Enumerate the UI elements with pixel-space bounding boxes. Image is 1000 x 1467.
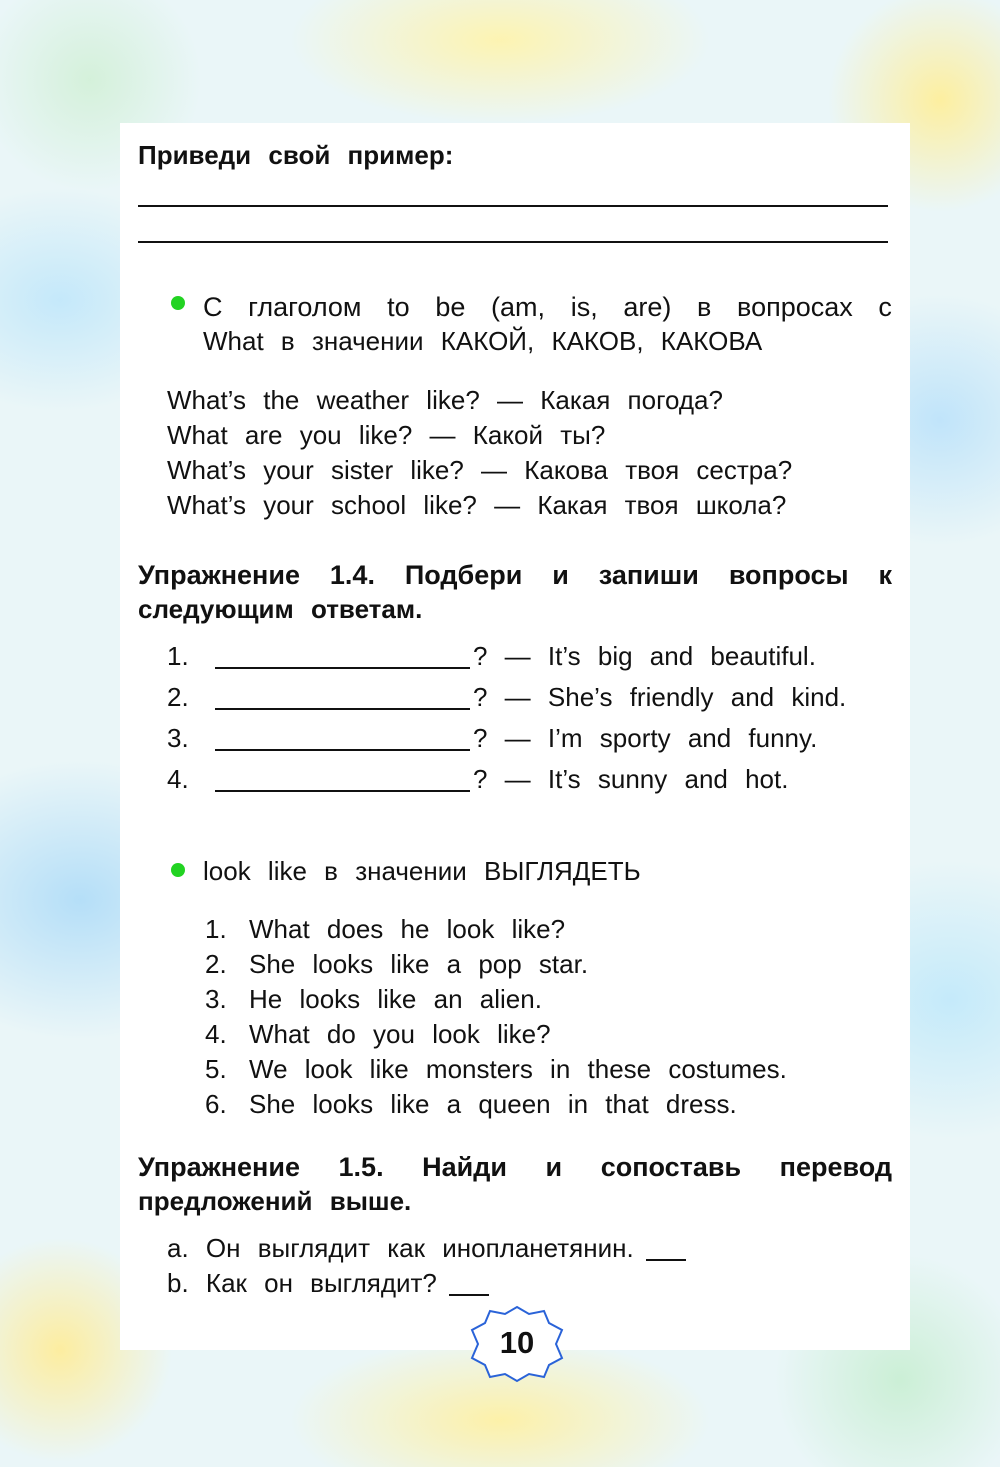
list-item: What do you look like? — [249, 1019, 551, 1049]
title-word: и — [552, 560, 569, 590]
exercise-1-5-title-line2: предложений выше. — [138, 1186, 412, 1216]
page-number: 10 — [499, 1325, 535, 1360]
exercise-1-5-title — [138, 1152, 892, 1183]
match-item — [167, 1233, 686, 1264]
answer-line-1[interactable] — [138, 205, 888, 207]
item-number: 4. — [167, 764, 189, 794]
rule1-line1 — [203, 292, 892, 323]
answer-text: ? — It’s big and beautiful. — [473, 641, 816, 671]
list-number: 1. — [205, 914, 227, 944]
example-prompt: Приведи свой пример: — [138, 140, 454, 170]
title-word: Подбери — [404, 560, 523, 590]
example-sentence: What’s your sister like? — Какова твоя сестра? — [167, 455, 793, 485]
list-item: She looks like a pop star. — [249, 949, 589, 979]
exercise-1-4-title — [138, 560, 892, 591]
rule1-word: are) — [623, 292, 672, 322]
answer-text: ? — She’s friendly and kind. — [473, 682, 847, 712]
title-word: и — [545, 1152, 563, 1182]
item-number: 2. — [167, 682, 189, 712]
match-answer-blank[interactable] — [449, 1270, 489, 1296]
rule1-word: С — [203, 292, 223, 322]
title-word: к — [878, 560, 892, 590]
question-blank[interactable] — [215, 682, 470, 711]
answer-line-2[interactable] — [138, 241, 888, 243]
list-item: She looks like a queen in that dress. — [249, 1089, 737, 1119]
list-number: 6. — [205, 1089, 227, 1119]
list-item: He looks like an alien. — [249, 984, 542, 1014]
title-word: запиши — [598, 560, 699, 590]
title-word: сопоставь — [600, 1152, 742, 1182]
list-number: 3. — [205, 984, 227, 1014]
title-word: 1.5. — [338, 1152, 384, 1182]
rule1-word: глаголом — [248, 292, 362, 322]
title-word: 1.4. — [329, 560, 375, 590]
list-number: 2. — [205, 949, 227, 979]
rule2-text: look like в значении ВЫГЛЯДЕТЬ — [203, 856, 641, 886]
rule1-word: is, — [570, 292, 598, 322]
list-number: 5. — [205, 1054, 227, 1084]
rule1-word: в — [697, 292, 712, 322]
answer-text: ? — It’s sunny and hot. — [473, 764, 789, 794]
rule1-word: вопросах — [737, 292, 853, 322]
exercise-1-4-title-line2: следующим ответам. — [138, 594, 423, 624]
page-number-badge — [469, 1305, 565, 1383]
example-sentence: What are you like? — Какой ты? — [167, 420, 606, 450]
question-blank[interactable] — [215, 723, 470, 752]
title-word: перевод — [779, 1152, 892, 1182]
match-text: Как он выглядит? — [205, 1268, 437, 1298]
question-blank[interactable] — [215, 764, 470, 793]
rule1-word: (am, — [491, 292, 546, 322]
example-sentence: What’s the weather like? — Какая погода? — [167, 385, 723, 415]
list-item: We look like monsters in these costumes. — [249, 1054, 787, 1084]
item-number: 3. — [167, 723, 189, 753]
item-number: 1. — [167, 641, 189, 671]
rule1-word: be — [435, 292, 466, 322]
list-number: 4. — [205, 1019, 227, 1049]
question-blank[interactable] — [215, 641, 470, 670]
match-label: b. — [167, 1268, 189, 1298]
title-word: Упражнение — [138, 1152, 300, 1182]
title-word: Найди — [422, 1152, 507, 1182]
rule1-word: с — [878, 292, 892, 322]
rule1-word: to — [387, 292, 410, 322]
match-label: a. — [167, 1233, 189, 1263]
example-sentence: What’s your school like? — Какая твоя школа? — [167, 490, 787, 520]
rule1-line2: What в значении КАКОЙ, КАКОВ, КАКОВА — [203, 326, 763, 356]
match-item — [167, 1268, 489, 1299]
list-item: What does he look like? — [249, 914, 566, 944]
match-text: Он выглядит как инопланетянин. — [205, 1233, 634, 1263]
title-word: Упражнение — [138, 560, 300, 590]
match-answer-blank[interactable] — [646, 1235, 686, 1261]
answer-text: ? — I’m sporty and funny. — [473, 723, 818, 753]
bullet-icon — [171, 296, 185, 310]
title-word: вопросы — [728, 560, 849, 590]
bullet-icon — [171, 863, 185, 877]
